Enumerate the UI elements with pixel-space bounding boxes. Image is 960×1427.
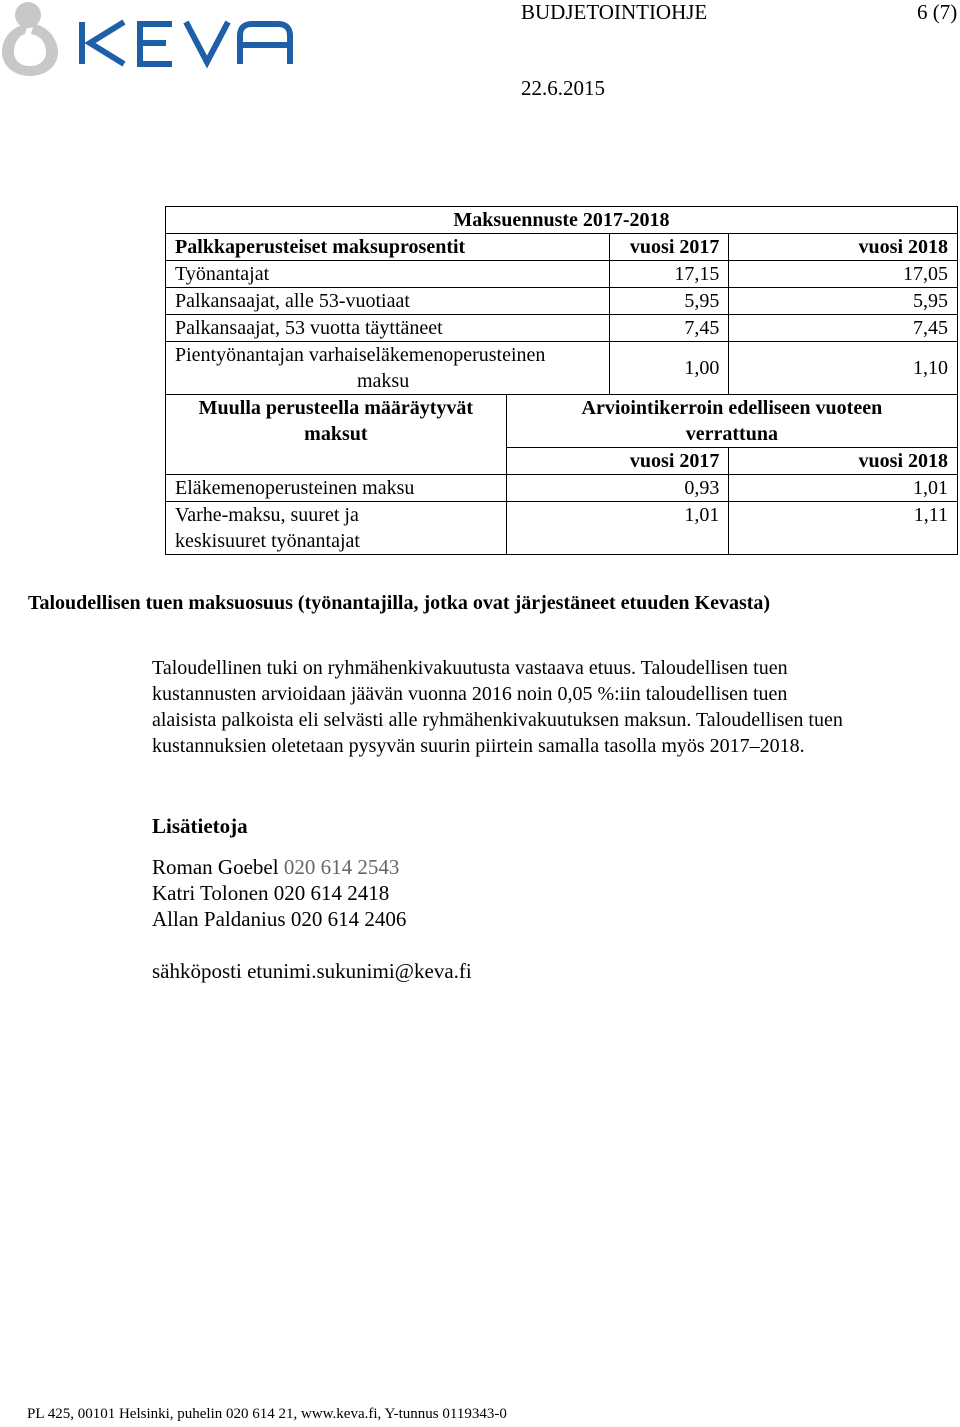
section1-col-2017: vuosi 2017 xyxy=(609,234,729,261)
contact-phone: 020 614 2418 xyxy=(273,881,390,905)
document-title: BUDJETOINTIOHJE xyxy=(521,0,708,24)
contact-name: Roman Goebel xyxy=(152,855,279,879)
section1-heading: Palkkaperusteiset maksuprosentit xyxy=(166,234,610,261)
contact-phone: 020 614 2406 xyxy=(290,907,407,931)
section2-col-2018: vuosi 2018 xyxy=(729,448,958,475)
section-heading: Taloudellisen tuen maksuosuus (työnantajilla, jotka ovat järjestäneet etuuden Kevasta) xyxy=(28,592,771,614)
row-value-2018: 5,95 xyxy=(729,288,958,315)
contact-name: Allan Paldanius xyxy=(152,907,286,931)
row-label: Eläkemenoperusteinen maksu xyxy=(166,475,507,502)
section2-heading-line: maksut xyxy=(304,423,368,445)
contact-phone: 020 614 2543 xyxy=(283,855,400,879)
row-value-2018: 7,45 xyxy=(729,315,958,342)
table-row xyxy=(166,502,958,555)
section2-group-heading xyxy=(506,395,957,448)
row-value-2017: 1,00 xyxy=(609,342,729,395)
document-date: 22.6.2015 xyxy=(521,76,605,100)
row-label-line: keskisuuret työnantajat xyxy=(175,530,360,552)
fee-forecast-table xyxy=(165,206,958,555)
contact-item xyxy=(152,854,406,880)
section2-heading-line: Muulla perusteella määräytyvät xyxy=(198,397,474,419)
logo-mark-icon xyxy=(2,2,58,76)
table-row xyxy=(166,475,958,502)
paragraph-line: alaisista palkoista eli selvästi alle ryhmähenkivakuutuksen maksun. Taloudellisen tuen xyxy=(152,709,843,731)
row-label-line: maksu xyxy=(357,370,410,392)
group-heading-line: verrattuna xyxy=(685,423,778,445)
section1-col-2018: vuosi 2018 xyxy=(729,234,958,261)
table-title-row xyxy=(166,207,958,234)
row-label-line: Pientyönantajan varhaiseläkemenoperusteinen xyxy=(175,344,546,366)
page-number: 6 (7) xyxy=(917,0,958,24)
row-value-2018: 1,10 xyxy=(729,342,958,395)
row-label: Palkansaajat, 53 vuotta täyttäneet xyxy=(166,315,610,342)
contact-list xyxy=(152,854,406,932)
row-value-2017: 17,15 xyxy=(609,261,729,288)
contact-item xyxy=(152,906,406,932)
table-row xyxy=(166,261,958,288)
row-label-line: Varhe-maksu, suuret ja xyxy=(175,504,359,526)
table-header-row xyxy=(166,234,958,261)
section2-heading xyxy=(166,395,507,475)
row-label xyxy=(166,502,507,555)
logo-wordmark xyxy=(82,22,290,64)
table-row xyxy=(166,288,958,315)
group-heading-line: Arviointikerroin edelliseen vuoteen xyxy=(581,397,883,419)
row-value-2018: 1,01 xyxy=(729,475,958,502)
paragraph-line: Taloudellinen tuki on ryhmähenkivakuutusta vastaava etuus. Taloudellisen tuen xyxy=(152,657,788,679)
table-row xyxy=(166,342,958,395)
keva-logo xyxy=(0,0,320,80)
table-title: Maksuennuste 2017-2018 xyxy=(166,207,958,234)
row-value-2018: 1,11 xyxy=(729,502,958,555)
row-value-2018: 17,05 xyxy=(729,261,958,288)
table-row xyxy=(166,315,958,342)
contact-name: Katri Tolonen xyxy=(152,881,269,905)
section2-header-row xyxy=(166,395,958,448)
row-value-2017: 7,45 xyxy=(609,315,729,342)
paragraph-line: kustannusten arvioidaan jäävän vuonna 2016 noin 0,05 %:iin taloudellisen tuen xyxy=(152,683,788,705)
paragraph-line: kustannuksien oletetaan pysyvän suurin piirtein samalla tasolla myös 2017–2018. xyxy=(152,735,805,757)
row-value-2017: 1,01 xyxy=(506,502,729,555)
row-label: Palkansaajat, alle 53-vuotiaat xyxy=(166,288,610,315)
section2-col-2017: vuosi 2017 xyxy=(506,448,729,475)
row-label xyxy=(166,342,610,395)
contact-email: sähköposti etunimi.sukunimi@keva.fi xyxy=(152,959,472,983)
row-value-2017: 5,95 xyxy=(609,288,729,315)
row-label: Työnantajat xyxy=(166,261,610,288)
info-heading: Lisätietoja xyxy=(152,814,248,838)
body-paragraph xyxy=(152,655,952,759)
contact-item xyxy=(152,880,406,906)
page-footer: PL 425, 00101 Helsinki, puhelin 020 614 21, www.keva.fi, Y-tunnus 0119343-0 xyxy=(27,1406,507,1422)
row-value-2017: 0,93 xyxy=(506,475,729,502)
